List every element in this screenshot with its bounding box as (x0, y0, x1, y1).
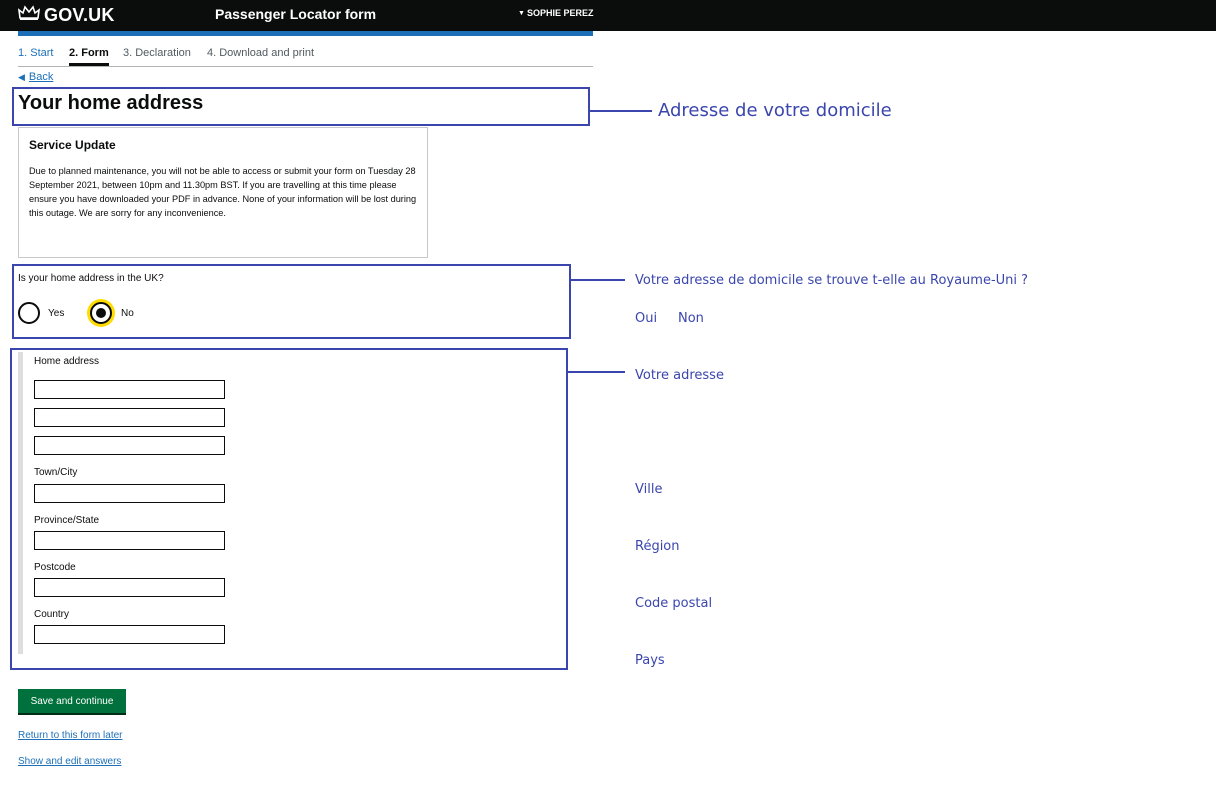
radio-yes[interactable] (18, 302, 40, 324)
back-label: Back (28, 71, 54, 83)
return-later-link[interactable]: Return to this form later (18, 730, 123, 741)
back-link[interactable] (18, 71, 53, 83)
address-line2-input[interactable] (34, 408, 225, 427)
step-declaration: 3. Declaration (123, 47, 191, 59)
address-line1-input[interactable] (34, 380, 225, 399)
govuk-header (0, 0, 1216, 31)
translation-yes: Oui (635, 311, 658, 326)
service-update-notice (18, 127, 428, 258)
triangle-left-icon: ◀ (18, 71, 25, 82)
current-step-indicator (69, 63, 109, 66)
page-title: Your home address (18, 92, 204, 114)
crown-icon (18, 5, 40, 26)
service-name[interactable]: Passenger Locator form (215, 6, 377, 22)
question-label: Is your home address in the UK? (18, 273, 164, 284)
govuk-logo[interactable] (18, 4, 115, 26)
show-edit-answers-link[interactable]: Show and edit answers (18, 756, 122, 767)
notice-title: Service Update (29, 138, 116, 152)
radio-yes-label[interactable]: Yes (48, 308, 65, 319)
translation-postcode: Code postal (635, 596, 713, 611)
home-address-label: Home address (34, 356, 100, 367)
town-input[interactable] (34, 484, 225, 503)
country-label: Country (34, 609, 70, 620)
user-name: SOPHIE PEREZ (526, 8, 594, 18)
translation-question: Votre adresse de domicile se trouve t-elle au Royaume-Uni ? (635, 273, 1029, 288)
radio-no-label[interactable]: No (121, 308, 134, 319)
country-input[interactable] (34, 625, 225, 644)
step-download: 4. Download and print (207, 47, 315, 59)
translation-country: Pays (635, 653, 665, 668)
notice-body: Due to planned maintenance, you will not be able to access or submit your form on Tuesday 28 September 2021, between 10pm and 11.30pm BST. If you are travelling at this time please ensure you have downloaded your PDF in advance. None of your information will be lost during this outage. We are sorry for any inconvenience. (29, 166, 417, 218)
caret-down-icon: ▼ (518, 9, 525, 17)
conditional-inset-bar (18, 352, 23, 654)
save-and-continue-button[interactable]: Save and continue (18, 689, 126, 713)
province-input[interactable] (34, 531, 225, 550)
province-label: Province/State (34, 515, 100, 526)
translation-town: Ville (635, 482, 663, 497)
postcode-label: Postcode (34, 562, 76, 573)
logo-text: GOV.UK (44, 4, 115, 25)
step-start[interactable]: 1. Start (18, 47, 54, 59)
annotation-leader-title (590, 110, 652, 112)
radio-no[interactable] (90, 302, 112, 324)
annotation-frame-title (12, 87, 590, 126)
step-form: 2. Form (69, 47, 109, 59)
translation-province: Région (635, 539, 680, 554)
annotation-leader-question (571, 279, 625, 281)
translation-title: Adresse de votre domicile (658, 100, 892, 121)
translation-address: Votre adresse (635, 368, 724, 383)
town-label: Town/City (34, 467, 78, 478)
user-menu[interactable] (518, 8, 593, 18)
translation-no: Non (678, 311, 704, 326)
address-line3-input[interactable] (34, 436, 225, 455)
annotation-leader-address (568, 371, 625, 373)
header-blue-bar (18, 31, 593, 36)
postcode-input[interactable] (34, 578, 225, 597)
